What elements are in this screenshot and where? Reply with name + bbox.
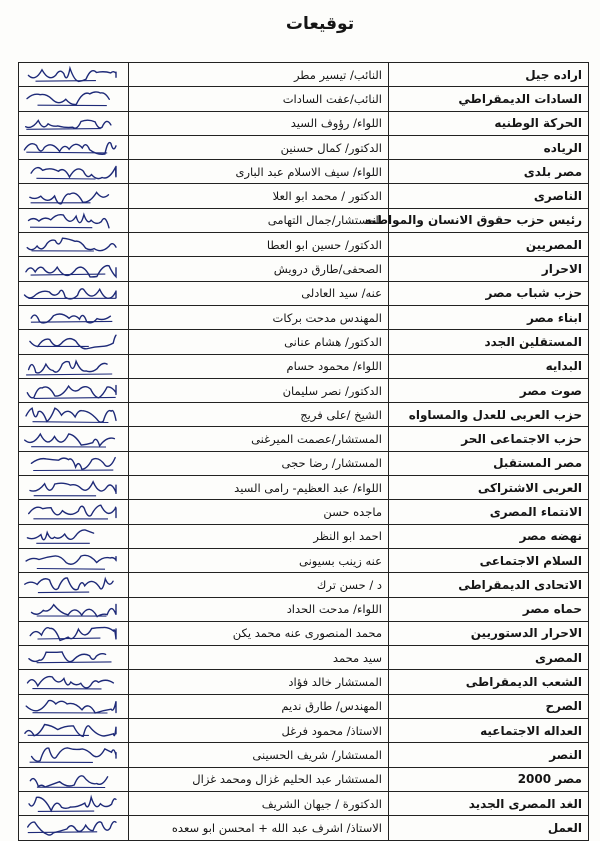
party-name-cell: الاحرار الدستوريين bbox=[389, 621, 589, 645]
party-name-cell: حزب شباب مصر bbox=[389, 281, 589, 305]
party-name-cell: الناصرى bbox=[389, 184, 589, 208]
signatory-name-cell: المستشار عبد الحليم غزال ومحمد غزال bbox=[129, 767, 389, 791]
signatory-name-cell: الدكتور/ نصر سليمان bbox=[129, 378, 389, 402]
handwritten-signature-cell bbox=[19, 135, 129, 159]
table-row bbox=[19, 670, 589, 694]
signatory-name-cell: اللواء/ رؤوف السيد bbox=[129, 111, 389, 135]
handwritten-signature-cell bbox=[19, 694, 129, 718]
signature-scribble bbox=[18, 696, 122, 717]
handwritten-signature-cell bbox=[19, 305, 129, 329]
table-row bbox=[19, 111, 589, 135]
signature-scribble bbox=[18, 186, 122, 207]
signature-scribble bbox=[18, 307, 122, 328]
signature-scribble bbox=[18, 210, 122, 231]
signatory-name-cell: المهندس/ طارق نديم bbox=[129, 694, 389, 718]
party-name-cell: مصر 2000 bbox=[389, 767, 589, 791]
signature-scribble bbox=[18, 744, 122, 765]
table-row bbox=[19, 305, 589, 329]
signatory-name-cell: د / حسن ترك bbox=[129, 573, 389, 597]
handwritten-signature-cell bbox=[19, 427, 129, 451]
signatory-name-cell: اللواء/ محمود حسام bbox=[129, 354, 389, 378]
signatory-name-cell: المستشار/جمال التهامى bbox=[129, 208, 389, 232]
table-row bbox=[19, 694, 589, 718]
handwritten-signature-cell bbox=[19, 160, 129, 184]
table-row bbox=[19, 330, 589, 354]
signatory-name-cell: محمد المنصورى عنه محمد يكن bbox=[129, 621, 389, 645]
signature-scribble bbox=[18, 720, 122, 741]
handwritten-signature-cell bbox=[19, 719, 129, 743]
handwritten-signature-cell bbox=[19, 524, 129, 548]
table-row bbox=[19, 524, 589, 548]
handwritten-signature-cell bbox=[19, 767, 129, 791]
table-row bbox=[19, 646, 589, 670]
signatory-name-cell: المستشار/عصمت الميرغنى bbox=[129, 427, 389, 451]
signatory-name-cell: الدكتورة / جيهان الشريف bbox=[129, 791, 389, 815]
signatory-name-cell: المستشار خالد فؤاد bbox=[129, 670, 389, 694]
table-row bbox=[19, 500, 589, 524]
signature-scribble bbox=[18, 380, 122, 401]
table-row bbox=[19, 719, 589, 743]
signature-scribble bbox=[18, 623, 122, 644]
party-name-cell: العداله الاجتماعيه bbox=[389, 719, 589, 743]
signature-scribble bbox=[18, 574, 122, 595]
party-name-cell: حماه مصر bbox=[389, 597, 589, 621]
party-name-cell: الصرح bbox=[389, 694, 589, 718]
handwritten-signature-cell bbox=[19, 646, 129, 670]
handwritten-signature-cell bbox=[19, 330, 129, 354]
table-row bbox=[19, 573, 589, 597]
handwritten-signature-cell bbox=[19, 476, 129, 500]
table-row bbox=[19, 548, 589, 572]
table-row bbox=[19, 233, 589, 257]
signature-scribble bbox=[18, 161, 122, 182]
handwritten-signature-cell bbox=[19, 63, 129, 87]
handwritten-signature-cell bbox=[19, 573, 129, 597]
table-row bbox=[19, 476, 589, 500]
party-name-cell: حزب الاجتماعى الحر bbox=[389, 427, 589, 451]
handwritten-signature-cell bbox=[19, 87, 129, 111]
party-name-cell: الرياده bbox=[389, 135, 589, 159]
signature-scribble bbox=[18, 526, 122, 547]
signature-scribble bbox=[18, 429, 122, 450]
table-row bbox=[19, 378, 589, 402]
party-name-cell: الاحرار bbox=[389, 257, 589, 281]
signatory-name-cell: عنه/ سيد العادلى bbox=[129, 281, 389, 305]
handwritten-signature-cell bbox=[19, 816, 129, 840]
signature-scribble bbox=[18, 453, 122, 474]
signature-scribble bbox=[18, 501, 122, 522]
party-name-cell: نهضه مصر bbox=[389, 524, 589, 548]
handwritten-signature-cell bbox=[19, 281, 129, 305]
table-row bbox=[19, 743, 589, 767]
handwritten-signature-cell bbox=[19, 184, 129, 208]
table-row bbox=[19, 816, 589, 840]
signature-scribble bbox=[18, 88, 122, 109]
signature-scribble bbox=[18, 137, 122, 158]
signatory-name-cell: الاستاذ/ اشرف عبد الله + امحسن ابو سعده bbox=[129, 816, 389, 840]
party-name-cell: البدايه bbox=[389, 354, 589, 378]
party-name-cell: السلام الاجتماعى bbox=[389, 548, 589, 572]
party-name-cell: الانتماء المصرى bbox=[389, 500, 589, 524]
table-row bbox=[19, 451, 589, 475]
party-name-cell: اراده جيل bbox=[389, 63, 589, 87]
party-name-cell: حزب العربى للعدل والمساواه bbox=[389, 403, 589, 427]
handwritten-signature-cell bbox=[19, 111, 129, 135]
signatory-name-cell: اللواء/ سيف الاسلام عبد البارى bbox=[129, 160, 389, 184]
party-name-cell: صوت مصر bbox=[389, 378, 589, 402]
handwritten-signature-cell bbox=[19, 670, 129, 694]
table-row bbox=[19, 160, 589, 184]
handwritten-signature-cell bbox=[19, 500, 129, 524]
signature-scribble bbox=[18, 283, 122, 304]
signature-scribble bbox=[18, 331, 122, 352]
signature-scribble bbox=[18, 356, 122, 377]
handwritten-signature-cell bbox=[19, 621, 129, 645]
table-row bbox=[19, 621, 589, 645]
handwritten-signature-cell bbox=[19, 403, 129, 427]
signature-scribble bbox=[18, 259, 122, 280]
party-name-cell: رئيس حزب حقوق الانسان والمواطنه bbox=[389, 208, 589, 232]
table-row bbox=[19, 597, 589, 621]
handwritten-signature-cell bbox=[19, 548, 129, 572]
signatory-name-cell: الصحفى/طارق درويش bbox=[129, 257, 389, 281]
table-row bbox=[19, 791, 589, 815]
handwritten-signature-cell bbox=[19, 597, 129, 621]
signatory-name-cell: ماجده حسن bbox=[129, 500, 389, 524]
signature-scribble bbox=[18, 599, 122, 620]
table-row bbox=[19, 354, 589, 378]
handwritten-signature-cell bbox=[19, 451, 129, 475]
signature-scribble bbox=[18, 477, 122, 498]
signatory-name-cell: المستشار/ رضا حجى bbox=[129, 451, 389, 475]
party-name-cell: مصر بلدى bbox=[389, 160, 589, 184]
signature-scribble bbox=[18, 817, 122, 838]
handwritten-signature-cell bbox=[19, 378, 129, 402]
signature-scribble bbox=[18, 793, 122, 814]
handwritten-signature-cell bbox=[19, 208, 129, 232]
signatory-name-cell: الشيخ /على فريج bbox=[129, 403, 389, 427]
table-row bbox=[19, 427, 589, 451]
handwritten-signature-cell bbox=[19, 743, 129, 767]
signatures-table bbox=[18, 62, 589, 841]
signatures-table-body bbox=[19, 63, 589, 841]
signatory-name-cell: النائب/ تيسير مطر bbox=[129, 63, 389, 87]
party-name-cell: مصر المستقبل bbox=[389, 451, 589, 475]
signatory-name-cell: المستشار/ شريف الحسينى bbox=[129, 743, 389, 767]
table-row bbox=[19, 63, 589, 87]
party-name-cell: النصر bbox=[389, 743, 589, 767]
party-name-cell: الاتحادى الديمقراطى bbox=[389, 573, 589, 597]
signatory-name-cell: احمد ابو النظر bbox=[129, 524, 389, 548]
signatory-name-cell: سيد محمد bbox=[129, 646, 389, 670]
page-title: توقيعات bbox=[285, 14, 355, 34]
table-row bbox=[19, 87, 589, 111]
signature-scribble bbox=[18, 769, 122, 790]
party-name-cell: المستقلين الجدد bbox=[389, 330, 589, 354]
signatory-name-cell: الدكتور/ حسين ابو العطا bbox=[129, 233, 389, 257]
signatory-name-cell: المهندس مدحت بركات bbox=[129, 305, 389, 329]
party-name-cell: الحركة الوطنيه bbox=[389, 111, 589, 135]
party-name-cell: العربى الاشتراكى bbox=[389, 476, 589, 500]
handwritten-signature-cell bbox=[19, 791, 129, 815]
table-row bbox=[19, 184, 589, 208]
signatory-name-cell: الاستاذ/ محمود فرغل bbox=[129, 719, 389, 743]
party-name-cell: الغد المصرى الجديد bbox=[389, 791, 589, 815]
signatory-name-cell: الدكتور/ كمال حسنين bbox=[129, 135, 389, 159]
handwritten-signature-cell bbox=[19, 257, 129, 281]
table-row bbox=[19, 257, 589, 281]
table-row bbox=[19, 281, 589, 305]
party-name-cell: العمل bbox=[389, 816, 589, 840]
handwritten-signature-cell bbox=[19, 233, 129, 257]
party-name-cell: السادات الديمقراطي bbox=[389, 87, 589, 111]
party-name-cell: الشعب الديمقراطى bbox=[389, 670, 589, 694]
party-name-cell: ابناء مصر bbox=[389, 305, 589, 329]
signatory-name-cell: عنه زينب بسيونى bbox=[129, 548, 389, 572]
signature-scribble bbox=[18, 404, 122, 425]
signatory-name-cell: الدكتور / محمد ابو العلا bbox=[129, 184, 389, 208]
signature-scribble bbox=[18, 550, 122, 571]
table-row bbox=[19, 135, 589, 159]
signature-scribble bbox=[18, 647, 122, 668]
party-name-cell: المصريين bbox=[389, 233, 589, 257]
signature-scribble bbox=[18, 64, 122, 85]
signatory-name-cell: الدكتور/ هشام عنانى bbox=[129, 330, 389, 354]
signatory-name-cell: اللواء/ عبد العظيم- رامى السيد bbox=[129, 476, 389, 500]
signature-scribble bbox=[18, 113, 122, 134]
handwritten-signature-cell bbox=[19, 354, 129, 378]
table-row bbox=[19, 767, 589, 791]
party-name-cell: المصرى bbox=[389, 646, 589, 670]
signatory-name-cell: النائب/عفت السادات bbox=[129, 87, 389, 111]
signature-scribble bbox=[18, 672, 122, 693]
table-row bbox=[19, 403, 589, 427]
signatory-name-cell: اللواء/ مدحت الحداد bbox=[129, 597, 389, 621]
table-row bbox=[19, 208, 589, 232]
signature-scribble bbox=[18, 234, 122, 255]
